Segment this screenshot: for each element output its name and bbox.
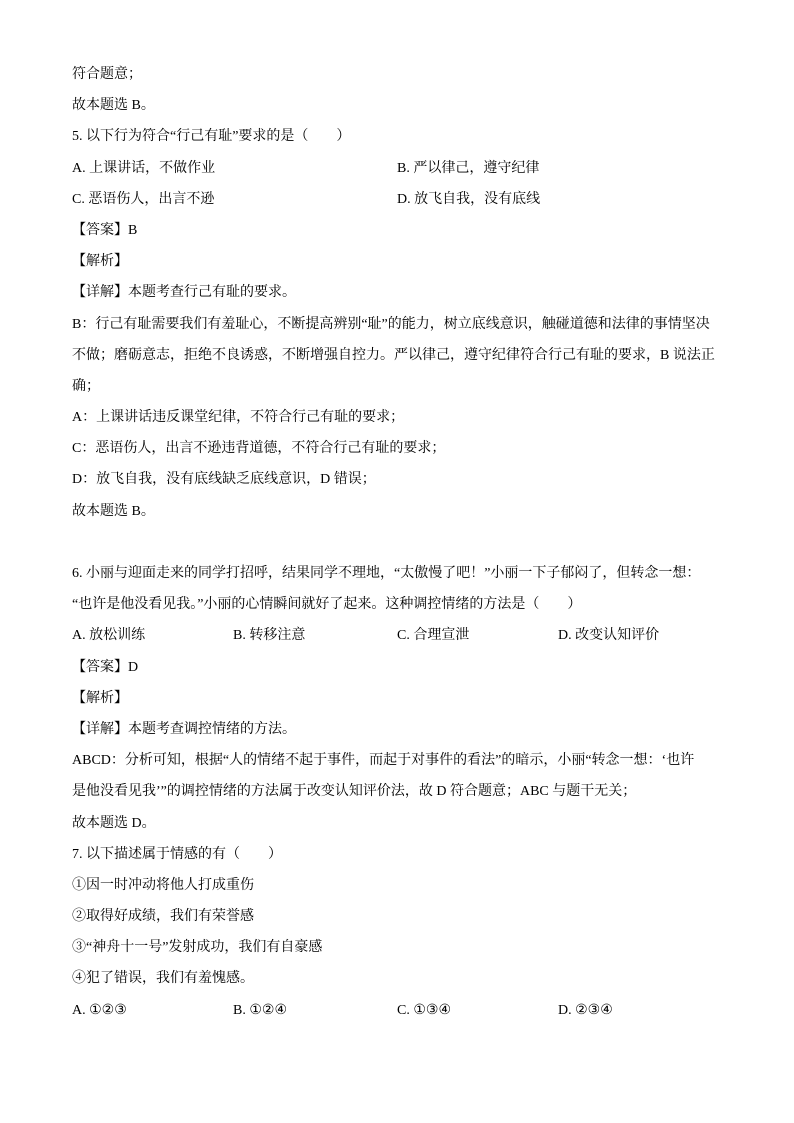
question-5-explanation-line: D：放飞自我，没有底线缺乏底线意识，D 错误；	[72, 472, 376, 488]
question-7-item-1: ①因一时冲动将他人打成重伤	[72, 877, 254, 893]
question-6-options-row	[72, 620, 734, 651]
question-5-option-a: A. 上课讲话，不做作业	[72, 160, 216, 176]
question-7-stem: 7. 以下描述属于情感的有（ ）	[72, 846, 282, 862]
question-5-option-d: D. 放飞自我，没有底线	[397, 191, 541, 207]
question-6-stem-line: “也许是他没看见我。”小丽的心情瞬间就好了起来。这种调控情绪的方法是（ ）	[72, 597, 582, 613]
question-5-detail: 【详解】本题考查行己有耻的要求。	[72, 285, 296, 301]
question-7-options-row	[72, 995, 734, 1026]
question-6-analysis-label: 【解析】	[72, 690, 128, 706]
question-6-detail: 【详解】本题考查调控情绪的方法。	[72, 721, 296, 737]
question-6-option-b: B. 转移注意	[233, 628, 306, 644]
question-6-stem-line: 6. 小丽与迎面走来的同学打招呼，结果同学不理地，“太傲慢了吧！”小丽一下子郁闷了，但转念一想：	[72, 566, 701, 581]
question-7-option-c: C. ①③④	[397, 1002, 451, 1018]
question-5-explanation-line: 不做；磨砺意志，拒绝不良诱惑，不断增强自控力。严以律己，遵守纪律符合行己有耻的要求，B 说法正	[72, 347, 715, 363]
question-5-option-c: C. 恶语伤人，出言不逊	[72, 191, 215, 207]
question-6-conclusion: 故本题选 D。	[72, 815, 156, 831]
question-5-options-row-1	[72, 153, 734, 184]
question-5-analysis-label: 【解析】	[72, 254, 128, 270]
question-6-option-c: C. 合理宣泄	[397, 628, 470, 644]
question-6-explanation-line: ABCD：分析可知，根据“人的情绪不起于事件，而起于对事件的看法”的暗示，小丽“转念一想：‘也许	[72, 753, 695, 769]
question-5-answer: 【答案】B	[72, 222, 138, 238]
question-7-item-4: ④犯了错误，我们有羞愧感。	[72, 971, 254, 987]
question-6-answer: 【答案】D	[72, 659, 139, 675]
question-5-stem: 5. 以下行为符合“行己有耻”要求的是（ ）	[72, 129, 351, 145]
question-7-item-2: ②取得好成绩，我们有荣誉感	[72, 909, 254, 925]
prev-answer-note: 符合题意；	[72, 67, 142, 82]
question-7-option-a: A. ①②③	[72, 1002, 127, 1018]
question-7-item-3: ③“神舟十一号”发射成功，我们有自豪感	[72, 940, 323, 956]
prev-answer-conclusion: 故本题选 B。	[72, 98, 155, 114]
question-6-option-d: D. 改变认知评价	[558, 628, 660, 644]
question-7-option-b: B. ①②④	[233, 1002, 287, 1018]
question-5-explanation-line: B：行己有耻需要我们有羞耻心，不断提高辨别“耻”的能力，树立底线意识，触碰道德和法律的事情坚决	[72, 316, 710, 332]
question-5-explanation-line: A：上课讲话违反课堂纪律，不符合行己有耻的要求；	[72, 410, 405, 426]
paragraph-gap	[72, 527, 734, 558]
question-5-options-row-2	[72, 184, 734, 215]
question-5-option-b: B. 严以律己，遵守纪律	[397, 160, 540, 176]
question-5-explanation-line: 确；	[72, 378, 100, 394]
question-7-option-d: D. ②③④	[558, 1002, 613, 1018]
question-5-explanation-line: C：恶语伤人，出言不逊违背道德，不符合行己有耻的要求；	[72, 441, 446, 457]
question-6-explanation-line: 是他没看见我’”的调控情绪的方法属于改变认知评价法，故 D 符合题意；ABC 与题干无关；	[72, 784, 637, 800]
question-5-conclusion: 故本题选 B。	[72, 503, 155, 519]
question-6-option-a: A. 放松训练	[72, 628, 146, 644]
